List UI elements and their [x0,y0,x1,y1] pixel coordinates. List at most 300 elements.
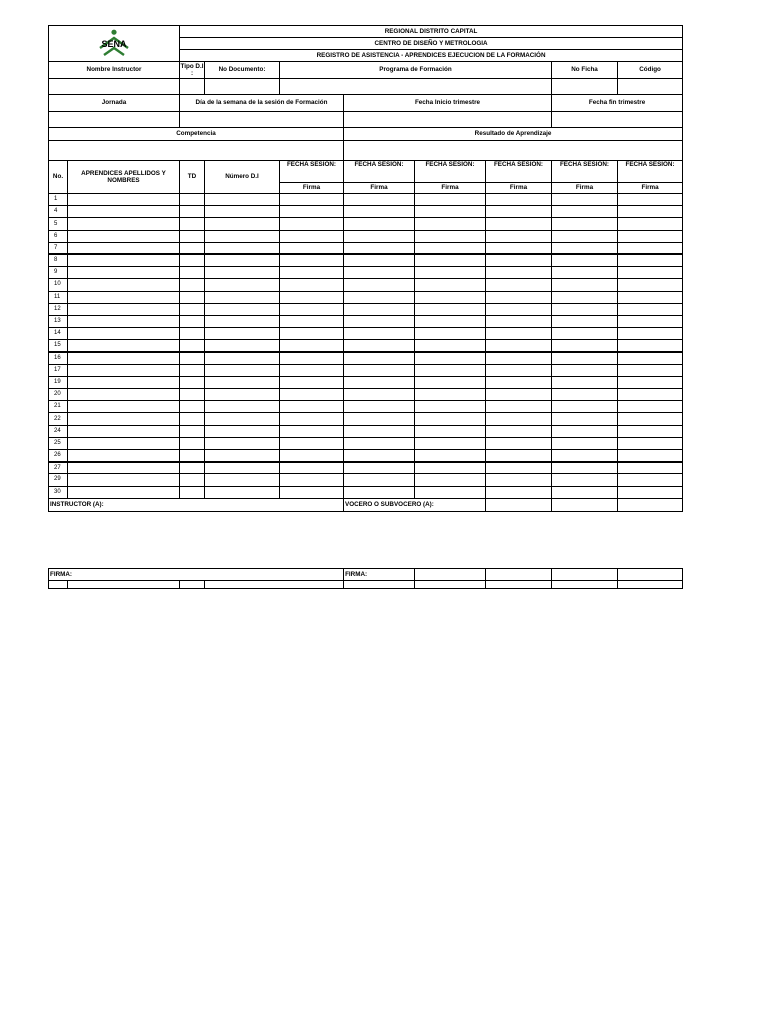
row-cell[interactable] [280,230,344,242]
row-cell[interactable] [618,425,683,437]
row-cell[interactable] [415,230,486,242]
form-table [48,25,683,512]
signature-block [48,568,682,589]
row-cell[interactable] [180,449,205,461]
row-cell[interactable] [280,364,344,376]
row-cell[interactable] [205,303,280,315]
row-cell[interactable] [68,449,180,461]
signature-cell[interactable] [68,581,180,589]
row-cell[interactable] [618,486,683,498]
row-number: 17 [49,364,68,376]
signature-cell[interactable] [415,581,486,589]
numero-di-column-header: Número D.I [205,161,280,194]
fecha-sesion-header-4: FECHA SESION: [486,161,552,183]
row-cell[interactable] [280,413,344,425]
row-cell[interactable] [205,267,280,279]
row-cell[interactable] [486,401,552,413]
row-cell[interactable] [280,437,344,449]
row-cell[interactable] [344,437,415,449]
row-cell[interactable] [486,291,552,303]
row-cell[interactable] [205,462,280,474]
row-cell[interactable] [618,352,683,364]
row-cell[interactable] [552,194,618,206]
row-cell[interactable] [486,242,552,254]
row-cell[interactable] [68,218,180,230]
row-cell[interactable] [180,474,205,486]
row-cell[interactable] [552,254,618,266]
fecha-inicio-label: Fecha Inicio trimestre [344,95,552,112]
centro-title: CENTRO DE DISEÑO Y METROLOGIA [180,38,683,50]
row-cell[interactable] [552,328,618,340]
table-row [49,194,683,206]
row-cell[interactable] [68,364,180,376]
table-row [49,279,683,291]
row-cell[interactable] [486,352,552,364]
row-cell[interactable] [280,486,344,498]
row-number: 30 [49,486,68,498]
row-cell[interactable] [180,254,205,266]
row-cell[interactable] [280,218,344,230]
row-cell[interactable] [552,437,618,449]
row-number: 4 [49,206,68,218]
row-cell[interactable] [618,218,683,230]
table-row [49,449,683,461]
row-cell[interactable] [415,413,486,425]
row-cell[interactable] [68,413,180,425]
row-cell[interactable] [344,376,415,388]
row-cell[interactable] [344,389,415,401]
row-cell[interactable] [415,437,486,449]
row-cell[interactable] [280,303,344,315]
row-cell[interactable] [552,376,618,388]
row-cell[interactable] [280,425,344,437]
row-cell[interactable] [344,486,415,498]
signature-cell[interactable] [49,581,68,589]
firma-header-4: Firma [486,183,552,194]
row-cell[interactable] [618,364,683,376]
row-cell[interactable] [180,267,205,279]
row-number: 24 [49,425,68,437]
row-cell[interactable] [180,401,205,413]
row-cell[interactable] [344,230,415,242]
vocero-signature-label: VOCERO O SUBVOCERO (A): [344,498,486,511]
row-cell[interactable] [180,218,205,230]
row-cell[interactable] [415,267,486,279]
row-cell[interactable] [415,352,486,364]
row-cell[interactable] [552,389,618,401]
row-cell[interactable] [415,376,486,388]
row-cell[interactable] [344,425,415,437]
row-cell[interactable] [552,303,618,315]
row-cell[interactable] [205,364,280,376]
row-cell[interactable] [280,449,344,461]
row-cell[interactable] [618,389,683,401]
row-cell[interactable] [344,267,415,279]
row-cell[interactable] [618,401,683,413]
row-cell[interactable] [344,206,415,218]
row-cell[interactable] [280,291,344,303]
row-cell[interactable] [68,279,180,291]
row-cell[interactable] [68,315,180,327]
signature-cell[interactable] [552,569,618,581]
row-cell[interactable] [486,303,552,315]
row-cell[interactable] [205,389,280,401]
table-row [49,413,683,425]
table-row [49,340,683,352]
row-cell[interactable] [280,206,344,218]
row-cell[interactable] [280,474,344,486]
row-cell[interactable] [552,230,618,242]
table-row [49,315,683,327]
row-cell[interactable] [486,254,552,266]
row-cell[interactable] [180,328,205,340]
row-cell[interactable] [618,303,683,315]
row-cell[interactable] [180,364,205,376]
codigo-field[interactable] [618,79,683,95]
row-cell[interactable] [180,303,205,315]
competencia-field[interactable] [49,141,344,161]
row-cell[interactable] [205,254,280,266]
row-cell[interactable] [415,218,486,230]
row-cell[interactable] [486,425,552,437]
row-cell[interactable] [205,218,280,230]
signature-cell[interactable] [205,581,344,589]
row-cell[interactable] [205,437,280,449]
row-cell[interactable] [415,401,486,413]
row-cell[interactable] [68,340,180,352]
row-cell[interactable] [415,449,486,461]
row-number: 15 [49,340,68,352]
row-cell[interactable] [618,242,683,254]
row-cell[interactable] [344,462,415,474]
no-documento-field[interactable] [205,79,280,95]
row-cell[interactable] [280,401,344,413]
row-cell[interactable] [415,194,486,206]
firma-header-1: Firma [280,183,344,194]
row-cell[interactable] [280,389,344,401]
row-number: 13 [49,315,68,327]
row-cell[interactable] [280,328,344,340]
row-cell[interactable] [344,449,415,461]
row-cell[interactable] [344,352,415,364]
row-cell[interactable] [552,242,618,254]
no-ficha-field[interactable] [552,79,618,95]
row-cell[interactable] [180,352,205,364]
footer-cell[interactable] [618,498,683,511]
no-ficha-label: No Ficha [552,62,618,79]
row-cell[interactable] [180,230,205,242]
table-row [49,218,683,230]
row-cell[interactable] [552,425,618,437]
row-cell[interactable] [618,315,683,327]
row-cell[interactable] [486,328,552,340]
row-cell[interactable] [280,242,344,254]
row-cell[interactable] [68,474,180,486]
row-cell[interactable] [486,462,552,474]
row-cell[interactable] [415,462,486,474]
row-cell[interactable] [486,364,552,376]
aprendices-column-header: APRENDICES APELLIDOS Y NOMBRES [68,161,180,194]
row-cell[interactable] [205,449,280,461]
row-cell[interactable] [552,401,618,413]
table-row [49,462,683,474]
table-row [49,328,683,340]
codigo-label: Código [618,62,683,79]
row-cell[interactable] [68,389,180,401]
row-cell[interactable] [68,267,180,279]
row-cell[interactable] [552,218,618,230]
row-cell[interactable] [68,486,180,498]
row-cell[interactable] [344,303,415,315]
row-cell[interactable] [180,279,205,291]
row-cell[interactable] [280,340,344,352]
row-cell[interactable] [552,364,618,376]
row-cell[interactable] [344,401,415,413]
row-cell[interactable] [344,194,415,206]
row-cell[interactable] [280,254,344,266]
row-cell[interactable] [68,230,180,242]
row-cell[interactable] [486,376,552,388]
row-cell[interactable] [344,340,415,352]
row-cell[interactable] [415,303,486,315]
table-row [49,437,683,449]
row-cell[interactable] [180,242,205,254]
row-cell[interactable] [68,462,180,474]
row-cell[interactable] [618,328,683,340]
row-cell[interactable] [552,474,618,486]
row-cell[interactable] [205,474,280,486]
row-cell[interactable] [68,254,180,266]
row-cell[interactable] [486,474,552,486]
row-cell[interactable] [618,376,683,388]
row-cell[interactable] [344,364,415,376]
row-cell[interactable] [486,230,552,242]
footer-cell[interactable] [552,498,618,511]
row-cell[interactable] [618,291,683,303]
row-cell[interactable] [68,376,180,388]
row-cell[interactable] [618,462,683,474]
row-cell[interactable] [205,413,280,425]
row-cell[interactable] [180,291,205,303]
row-cell[interactable] [205,376,280,388]
signature-cell[interactable] [486,569,552,581]
row-cell[interactable] [180,194,205,206]
programa-label: Programa de Formación [280,62,552,79]
row-cell[interactable] [68,291,180,303]
row-cell[interactable] [486,206,552,218]
signature-cell[interactable] [344,581,415,589]
row-cell[interactable] [68,425,180,437]
row-cell[interactable] [552,352,618,364]
row-cell[interactable] [486,437,552,449]
row-cell[interactable] [486,449,552,461]
row-cell[interactable] [552,291,618,303]
row-cell[interactable] [344,474,415,486]
dia-semana-label: Día de la semana de la sesión de Formación [180,95,344,112]
competencia-label: Competencia [49,128,344,141]
row-cell[interactable] [68,242,180,254]
row-cell[interactable] [280,376,344,388]
row-cell[interactable] [618,230,683,242]
row-cell[interactable] [68,328,180,340]
fecha-sesion-header-6: FECHA SESION: [618,161,683,183]
row-cell[interactable] [180,315,205,327]
row-cell[interactable] [344,328,415,340]
row-cell[interactable] [180,376,205,388]
row-cell[interactable] [486,218,552,230]
row-cell[interactable] [205,315,280,327]
row-cell[interactable] [180,425,205,437]
jornada-field[interactable] [49,112,180,128]
row-number: 20 [49,389,68,401]
row-cell[interactable] [205,425,280,437]
row-cell[interactable] [415,315,486,327]
row-number: 14 [49,328,68,340]
row-cell[interactable] [618,206,683,218]
row-cell[interactable] [618,437,683,449]
dia-semana-field[interactable] [180,112,344,128]
row-cell[interactable] [415,291,486,303]
resultado-field[interactable] [344,141,683,161]
row-number: 29 [49,474,68,486]
row-cell[interactable] [415,328,486,340]
row-cell[interactable] [415,279,486,291]
row-cell[interactable] [344,242,415,254]
sena-logo [91,29,137,59]
fecha-inicio-field[interactable] [344,112,552,128]
footer-cell[interactable] [486,498,552,511]
row-cell[interactable] [344,291,415,303]
row-cell[interactable] [552,206,618,218]
row-cell[interactable] [205,401,280,413]
row-cell[interactable] [205,486,280,498]
row-cell[interactable] [415,254,486,266]
row-cell[interactable] [618,449,683,461]
fecha-fin-field[interactable] [552,112,683,128]
row-cell[interactable] [205,194,280,206]
row-cell[interactable] [552,413,618,425]
row-cell[interactable] [280,279,344,291]
row-cell[interactable] [344,254,415,266]
row-number: 5 [49,218,68,230]
row-cell[interactable] [205,242,280,254]
row-cell[interactable] [415,206,486,218]
row-cell[interactable] [618,194,683,206]
table-row [49,303,683,315]
row-number: 21 [49,401,68,413]
row-cell[interactable] [205,340,280,352]
row-cell[interactable] [486,315,552,327]
row-cell[interactable] [618,279,683,291]
firma-header-6: Firma [618,183,683,194]
fecha-fin-label: Fecha fin trimestre [552,95,683,112]
row-cell[interactable] [552,315,618,327]
row-cell[interactable] [486,194,552,206]
row-cell[interactable] [205,328,280,340]
signature-cell[interactable] [618,581,683,589]
row-cell[interactable] [205,279,280,291]
programa-field[interactable] [280,79,552,95]
row-cell[interactable] [280,315,344,327]
row-cell[interactable] [205,230,280,242]
row-cell[interactable] [486,279,552,291]
row-cell[interactable] [552,462,618,474]
no-documento-label: No Documento: [205,62,280,79]
row-cell[interactable] [618,340,683,352]
row-cell[interactable] [68,437,180,449]
row-cell[interactable] [618,254,683,266]
row-cell[interactable] [552,486,618,498]
row-cell[interactable] [68,194,180,206]
row-cell[interactable] [280,194,344,206]
row-cell[interactable] [618,267,683,279]
row-cell[interactable] [486,486,552,498]
row-cell[interactable] [180,462,205,474]
row-cell[interactable] [552,279,618,291]
tipo-di-field[interactable] [180,79,205,95]
row-cell[interactable] [415,389,486,401]
row-cell[interactable] [552,340,618,352]
row-cell[interactable] [486,267,552,279]
row-number: 11 [49,291,68,303]
row-cell[interactable] [280,462,344,474]
row-cell[interactable] [344,413,415,425]
row-cell[interactable] [180,413,205,425]
nombre-instructor-field[interactable] [49,79,180,95]
row-cell[interactable] [205,291,280,303]
row-cell[interactable] [180,206,205,218]
row-number: 1 [49,194,68,206]
table-row [49,206,683,218]
row-cell[interactable] [68,303,180,315]
row-cell[interactable] [415,425,486,437]
row-cell[interactable] [618,413,683,425]
row-cell[interactable] [486,340,552,352]
row-cell[interactable] [180,486,205,498]
row-cell[interactable] [280,267,344,279]
signature-cell[interactable] [486,581,552,589]
signature-cell[interactable] [180,581,205,589]
row-cell[interactable] [68,401,180,413]
row-cell[interactable] [552,449,618,461]
row-cell[interactable] [205,352,280,364]
row-cell[interactable] [344,279,415,291]
signature-cell[interactable] [618,569,683,581]
row-cell[interactable] [344,218,415,230]
row-cell[interactable] [486,413,552,425]
row-cell[interactable] [552,267,618,279]
row-cell[interactable] [180,389,205,401]
row-cell[interactable] [344,315,415,327]
row-cell[interactable] [486,389,552,401]
jornada-label: Jornada [49,95,180,112]
row-cell[interactable] [415,364,486,376]
signature-cell[interactable] [415,569,486,581]
row-cell[interactable] [618,474,683,486]
signature-cell[interactable] [552,581,618,589]
row-cell[interactable] [280,352,344,364]
row-cell[interactable] [415,242,486,254]
row-cell[interactable] [68,206,180,218]
row-cell[interactable] [68,352,180,364]
table-row [49,242,683,254]
row-cell[interactable] [415,474,486,486]
row-cell[interactable] [415,486,486,498]
row-cell[interactable] [180,437,205,449]
row-cell[interactable] [205,206,280,218]
row-cell[interactable] [180,340,205,352]
row-cell[interactable] [415,340,486,352]
